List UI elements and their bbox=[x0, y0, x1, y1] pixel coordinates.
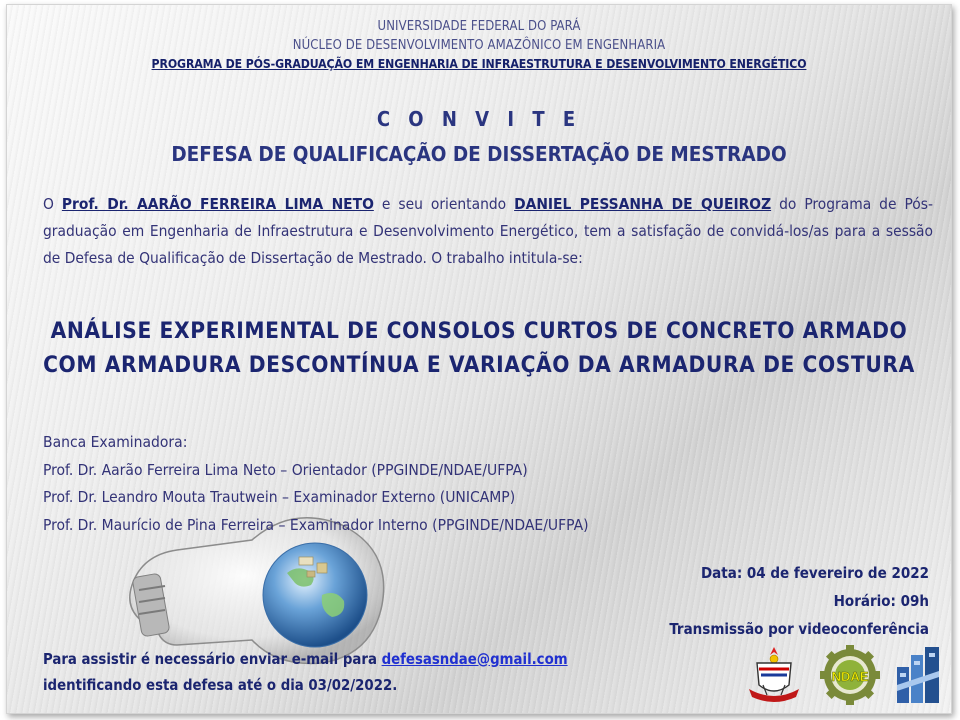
defense-subtitle: DEFESA DE QUALIFICAÇÃO DE DISSERTAÇÃO DE MESTRADO bbox=[171, 142, 787, 166]
event-time: Horário: 09h bbox=[833, 592, 929, 610]
board-member: Prof. Dr. Aarão Ferreira Lima Neto – Orientador (PPGINDE/NDAE/UFPA) bbox=[43, 460, 528, 479]
convite-heading: C O N V I T E bbox=[376, 107, 582, 131]
event-info bbox=[669, 559, 929, 643]
ndae-logo-text: NDAE bbox=[831, 669, 869, 684]
ndae-logo bbox=[817, 645, 883, 705]
university-name: UNIVERSIDADE FEDERAL DO PARÁ bbox=[377, 19, 581, 34]
contact-email-link[interactable]: defesasndae@gmail.com bbox=[381, 651, 568, 668]
intro-paragraph: O Prof. Dr. AARÃO FERREIRA LIMA NETO e seu orientando DANIEL PESSANHA DE QUEIROZ do Programa de Pós-graduação em Engenharia de Infraestrutura e Desenvolvimento Energético, tem a satisfação de convidá-los/as para a sessão de Defesa de Qualificação de Dissertação de Mestrado. O trabalho intitula-se: bbox=[43, 195, 933, 267]
thesis-title-line-1: ANÁLISE EXPERIMENTAL DE CONSOLOS CURTOS DE CONCRETO ARMADO bbox=[50, 318, 908, 344]
attendance-deadline: identificando esta defesa até o dia 03/02/2022. bbox=[43, 677, 398, 694]
invitation-card bbox=[6, 4, 952, 714]
nucleus-name: NÚCLEO DE DESENVOLVIMENTO AMAZÔNICO EM ENGENHARIA bbox=[292, 38, 666, 53]
board-member: Prof. Dr. Leandro Mouta Trautwein – Examinador Externo (UNICAMP) bbox=[43, 488, 516, 506]
program-building-logo bbox=[895, 645, 943, 705]
examining-board-label: Banca Examinadora: bbox=[43, 433, 188, 451]
event-mode: Transmissão por videoconferência bbox=[669, 620, 929, 638]
student-name: DANIEL PESSANHA DE QUEIROZ bbox=[514, 195, 772, 213]
attendance-note: Para assistir é necessário enviar e-mail para defesasndae@gmail.com identificando esta defesa até o dia 03/02/2022. bbox=[43, 647, 568, 699]
ufpa-crest-logo bbox=[743, 645, 805, 705]
advisor-name: Prof. Dr. AARÃO FERREIRA LIMA NETO bbox=[61, 195, 374, 213]
program-name: PROGRAMA DE PÓS-GRADUAÇÃO EM ENGENHARIA DE INFRAESTRUTURA E DESENVOLVIMENTO ENERGÉTICO bbox=[151, 57, 807, 71]
board-member: Prof. Dr. Maurício de Pina Ferreira – Examinador Interno (PPGINDE/NDAE/UFPA) bbox=[43, 515, 589, 534]
examining-board bbox=[43, 429, 589, 539]
event-date: Data: 04 de fevereiro de 2022 bbox=[700, 564, 929, 582]
thesis-title-line-2: COM ARMADURA DESCONTÍNUA E VARIAÇÃO DA ARMADURA DE COSTURA bbox=[43, 352, 915, 378]
